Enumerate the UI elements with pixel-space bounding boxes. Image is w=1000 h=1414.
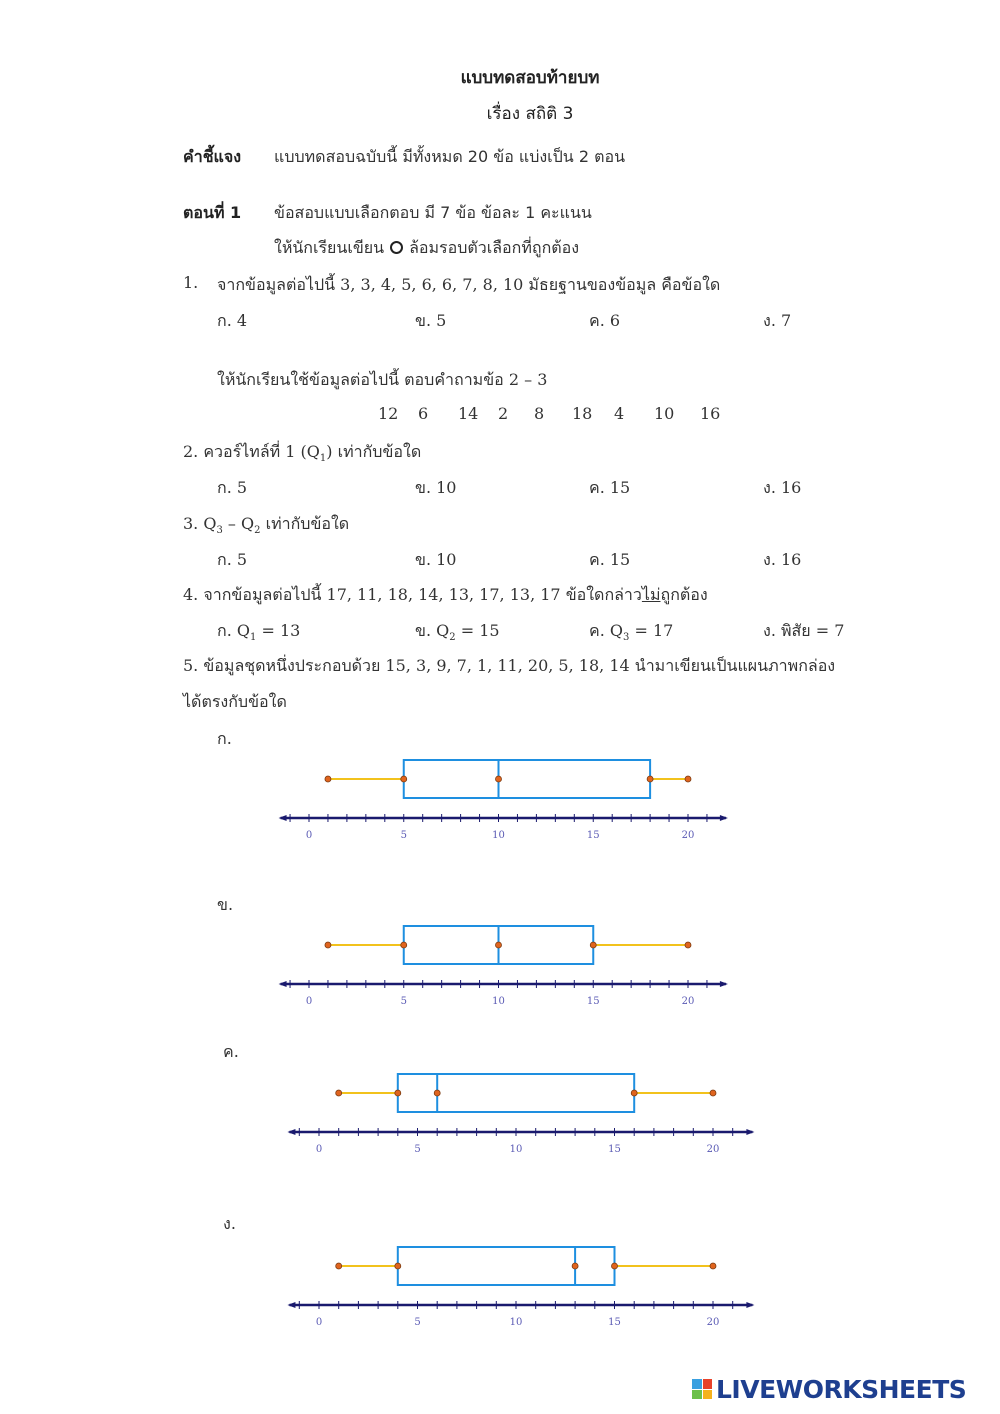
point-max bbox=[685, 776, 691, 782]
tick-label: 10 bbox=[509, 1144, 523, 1155]
point-q3 bbox=[647, 776, 653, 782]
q1-text: จากข้อมูลต่อไปนี้ 3, 3, 4, 5, 6, 6, 7, 8, 10 มัธยฐานของข้อมูล คือข้อใด bbox=[217, 275, 721, 294]
tick-label: 0 bbox=[305, 830, 313, 841]
point-max bbox=[685, 942, 691, 948]
q2-choice-b[interactable]: ข. 10 bbox=[415, 478, 457, 497]
axis-arrow-left bbox=[287, 1129, 295, 1135]
part1-line2-before: ให้นักเรียนเขียน bbox=[274, 238, 385, 257]
point-median bbox=[434, 1090, 440, 1096]
logo-icon bbox=[692, 1379, 712, 1399]
point-q1 bbox=[395, 1090, 401, 1096]
tick-label: 15 bbox=[608, 1317, 621, 1328]
q5-option-d-label[interactable]: ง. bbox=[223, 1214, 236, 1233]
data-value: 16 bbox=[700, 404, 721, 423]
q2-choice-c[interactable]: ค. 15 bbox=[589, 478, 631, 497]
q4-after: ถูกต้อง bbox=[660, 585, 708, 604]
tick-label: 5 bbox=[414, 1317, 421, 1328]
part1-line2-after: ล้อมรอบตัวเลือกที่ถูกต้อง bbox=[409, 238, 580, 257]
part1-label: ตอนที่ 1 bbox=[183, 203, 242, 222]
q3-choice-b[interactable]: ข. 10 bbox=[415, 550, 457, 569]
page-subtitle: เรื่อง สถิติ 3 bbox=[486, 104, 574, 124]
data-intro-text: ให้นักเรียนใช้ข้อมูลต่อไปนี้ ตอบคำถามข้อ 2 – 3 bbox=[217, 370, 548, 389]
tick-label: 20 bbox=[706, 1317, 720, 1328]
box bbox=[398, 1074, 634, 1112]
tick-label: 10 bbox=[509, 1317, 523, 1328]
q4-choice-d[interactable]: ง. พิสัย = 7 bbox=[763, 621, 845, 640]
tick-label: 5 bbox=[400, 996, 407, 1007]
q3-choice-c[interactable]: ค. 15 bbox=[589, 550, 631, 569]
point-median bbox=[572, 1263, 578, 1269]
tick-label: 5 bbox=[400, 830, 407, 841]
q1-choice-b[interactable]: ข. 5 bbox=[415, 311, 447, 330]
q1-choice-c[interactable]: ค. 6 bbox=[589, 311, 621, 330]
liveworksheets-logo bbox=[692, 1375, 966, 1403]
q2-suffix: ) เท่ากับข้อใด bbox=[326, 442, 422, 461]
axis-arrow-right bbox=[746, 1129, 754, 1135]
q5-option-a-label[interactable]: ก. bbox=[217, 729, 232, 748]
q4-b-post: = 15 bbox=[455, 621, 500, 640]
q2-choice-d[interactable]: ง. 16 bbox=[763, 478, 802, 497]
q3-prefix: 3. Q bbox=[183, 514, 217, 533]
data-value: 14 bbox=[458, 404, 479, 423]
instructions-text: แบบทดสอบฉบับนี้ มีทั้งหมด 20 ข้อ แบ่งเป็น 2 ตอน bbox=[274, 147, 626, 166]
q1-choice-d[interactable]: ง. 7 bbox=[763, 311, 792, 330]
point-q1 bbox=[401, 942, 407, 948]
instructions-label: คำชี้แจง bbox=[183, 147, 242, 166]
q1-number: 1. bbox=[183, 273, 199, 292]
q3-mid: – Q bbox=[222, 514, 255, 533]
tick-label: 5 bbox=[414, 1144, 421, 1155]
q4-c-sub: 3 bbox=[623, 632, 630, 644]
q5-option-c-label[interactable]: ค. bbox=[223, 1042, 239, 1061]
q3-sub-b: 2 bbox=[254, 525, 261, 537]
data-value: 4 bbox=[614, 404, 625, 423]
tick-label: 20 bbox=[706, 1144, 720, 1155]
point-q1 bbox=[395, 1263, 401, 1269]
point-min bbox=[336, 1090, 342, 1096]
q5-option-b-label[interactable]: ข. bbox=[217, 895, 234, 914]
tick-label: 20 bbox=[681, 830, 695, 841]
q4-a-pre: ก. Q bbox=[217, 621, 250, 640]
tick-label: 0 bbox=[315, 1317, 323, 1328]
q4-c-post: = 17 bbox=[629, 621, 674, 640]
box bbox=[398, 1247, 615, 1285]
point-q3 bbox=[590, 942, 596, 948]
data-value: 18 bbox=[572, 404, 593, 423]
axis-arrow-left bbox=[279, 981, 287, 987]
point-q3 bbox=[631, 1090, 637, 1096]
data-value: 2 bbox=[498, 404, 509, 423]
q3-choice-a[interactable]: ก. 5 bbox=[217, 550, 248, 569]
tick-label: 15 bbox=[586, 830, 600, 841]
point-max bbox=[710, 1090, 716, 1096]
data-value: 12 bbox=[378, 404, 399, 423]
data-value: 6 bbox=[418, 404, 429, 423]
point-q1 bbox=[401, 776, 407, 782]
point-median bbox=[496, 776, 502, 782]
axis-arrow-right bbox=[720, 815, 728, 821]
q2-choice-a[interactable]: ก. 5 bbox=[217, 478, 248, 497]
q5-line1: 5. ข้อมูลชุดหนึ่งประกอบด้วย 15, 3, 9, 7, 1, 11, 20, 5, 18, 14 นำมาเขียนเป็นแผนภาพกล่อง bbox=[183, 656, 836, 675]
tick-label: 10 bbox=[492, 996, 505, 1007]
tick-label: 10 bbox=[492, 830, 505, 841]
point-min bbox=[336, 1263, 342, 1269]
tick-label: 20 bbox=[681, 996, 695, 1007]
q5-line2: ได้ตรงกับข้อใด bbox=[183, 692, 287, 711]
axis-arrow-left bbox=[287, 1302, 295, 1308]
logo-text: LIVEWORKSHEETS bbox=[716, 1374, 967, 1404]
q4-underlined: ไม่ bbox=[641, 585, 661, 604]
point-q3 bbox=[612, 1263, 618, 1269]
axis-arrow-left bbox=[279, 815, 287, 821]
q4-b-pre: ข. Q bbox=[415, 621, 450, 640]
tick-label: 15 bbox=[608, 1144, 621, 1155]
point-min bbox=[325, 776, 331, 782]
q4-a-sub: 1 bbox=[249, 632, 257, 644]
point-max bbox=[710, 1263, 716, 1269]
axis-arrow-right bbox=[746, 1302, 754, 1308]
q4-b-sub: 2 bbox=[449, 632, 456, 644]
data-value: 8 bbox=[534, 404, 545, 423]
q2-sub: 1 bbox=[319, 453, 327, 465]
tick-label: 15 bbox=[586, 996, 600, 1007]
q2-prefix: 2. ควอร์ไทล์ที่ 1 (Q bbox=[183, 442, 320, 461]
point-median bbox=[496, 942, 502, 948]
point-min bbox=[325, 942, 331, 948]
tick-label: 0 bbox=[315, 1144, 323, 1155]
axis-arrow-right bbox=[720, 981, 728, 987]
page-title: แบบทดสอบท้ายบท bbox=[460, 68, 600, 88]
box bbox=[404, 760, 650, 798]
tick-label: 0 bbox=[305, 996, 313, 1007]
q3-sub-a: 3 bbox=[216, 525, 223, 537]
q3-suffix: เท่ากับข้อใด bbox=[260, 514, 350, 533]
part1-line1: ข้อสอบแบบเลือกตอบ มี 7 ข้อ ข้อละ 1 คะแนน bbox=[274, 203, 592, 222]
q4-before: 4. จากข้อมูลต่อไปนี้ 17, 11, 18, 14, 13, 17, 13, 17 ข้อใดกล่าว bbox=[183, 585, 642, 604]
q1-choice-a[interactable]: ก. 4 bbox=[217, 311, 248, 330]
data-value: 10 bbox=[654, 404, 675, 423]
q4-c-pre: ค. Q bbox=[589, 621, 623, 640]
q3-choice-d[interactable]: ง. 16 bbox=[763, 550, 802, 569]
q4-a-post: = 13 bbox=[256, 621, 301, 640]
